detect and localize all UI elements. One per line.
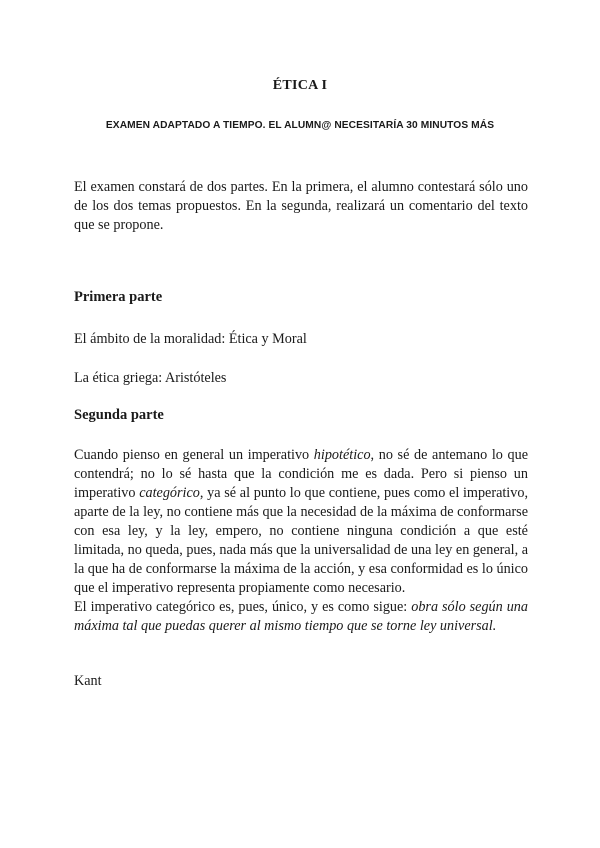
exam-instructions: El examen constará de dos partes. En la primera, el alumno contestará sólo uno de los dos temas propuestos. En la segunda, realizará un comentario del texto que se propone. [74,179,528,233]
document-subtitle: EXAMEN ADAPTADO A TIEMPO. EL ALUMN@ NECESITARÍA 30 MINUTOS MÁS [105,120,495,131]
topic-item: El ámbito de la moralidad: Ética y Moral [74,331,307,347]
passage-emphasis: obra sólo según una máxima tal que puedas querer al mismo tiempo que se torne ley universal. [74,599,528,634]
part-one-heading: Primera parte [74,289,163,305]
passage-text: El imperativo categórico es, pues, único, y es como sigue: [74,599,412,615]
passage-paragraph [74,446,528,598]
passage-text: , ya sé al punto lo que contiene, pues como el imperativo, aparte de la ley, no contiene más que la necesidad de la máxima de conformarse con esa ley, y la ley, empero, no contiene ninguna condición a que esté limitada, no queda, pues, nada más que la universalidad de una ley en general, a la que ha de conformarse la máxima de la acción, y esa conformidad es lo único que el imperativo representa propiamente como necesario. [74,485,528,596]
passage-emphasis: categórico [139,485,200,501]
passage-author: Kant [74,673,102,689]
passage-paragraph [74,598,528,636]
part-two-heading: Segunda parte [74,407,164,423]
passage-text: Cuando pienso en general un imperativo [74,447,314,463]
passage-emphasis: hipotético [313,447,371,463]
document-title: ÉTICA I [272,78,328,93]
topic-item: La ética griega: Aristóteles [74,370,227,386]
passage-text: , no sé de antemano lo que contendrá; no lo sé hasta que la condición me es dada. Pero si pienso un imperativo [74,447,528,501]
commentary-text [74,446,528,636]
